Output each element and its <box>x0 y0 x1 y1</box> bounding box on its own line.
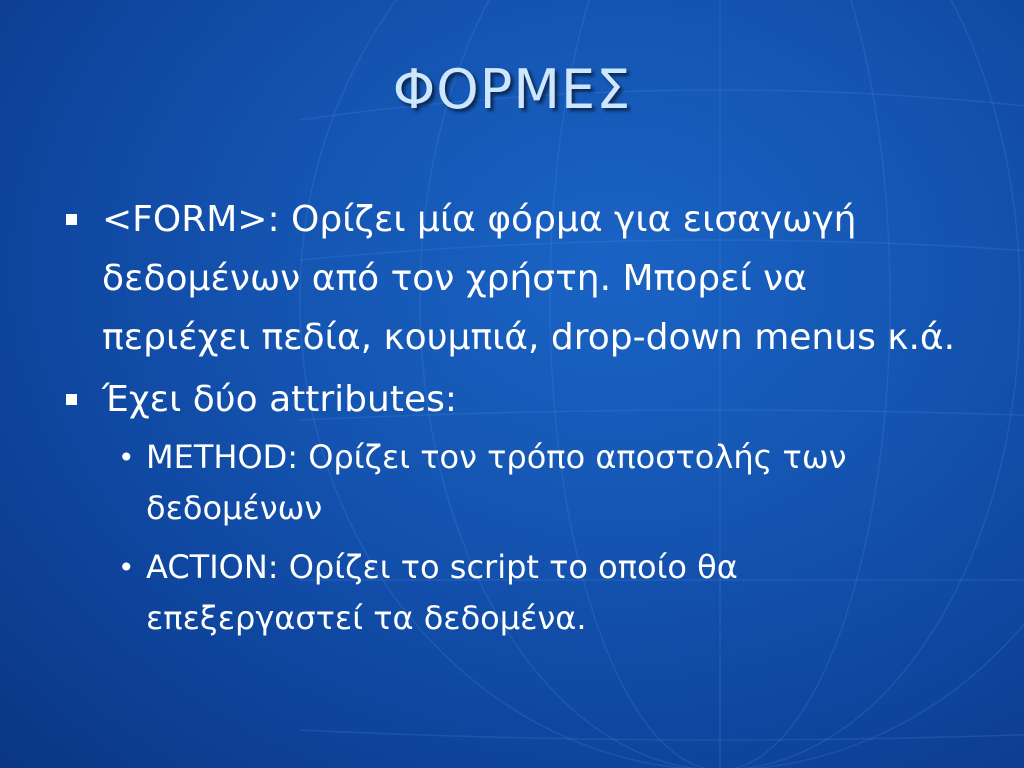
round-bullet-icon: • <box>118 441 135 474</box>
bullet-attributes <box>60 370 960 429</box>
round-bullet-icon: • <box>118 551 135 584</box>
square-bullet-icon <box>66 394 77 405</box>
sub-bullet-action <box>60 542 960 644</box>
square-bullet-icon <box>66 214 77 225</box>
bullet-text: <FORM>: Ορίζει μία φόρμα για εισαγωγή δεδομένων από τον χρήστη. Μπορεί να περιέχει πεδία, κουμπιά, drop-down menus κ.ά. <box>102 199 956 358</box>
slide-title: ΦΟΡΜΕΣ <box>392 58 632 121</box>
sub-bullet-text: ACTION: Ορίζει το script το οποίο θα επεξεργαστεί τα δεδομένα. <box>146 548 738 637</box>
bullet-text: Έχει δύο attributes: <box>102 379 457 420</box>
sub-bullet-method <box>60 432 960 534</box>
sub-bullet-text: METHOD: Ορίζει τον τρόπο αποστολής των δεδομένων <box>146 438 847 527</box>
bullet-form-definition <box>60 190 960 367</box>
slide-body <box>60 190 960 652</box>
